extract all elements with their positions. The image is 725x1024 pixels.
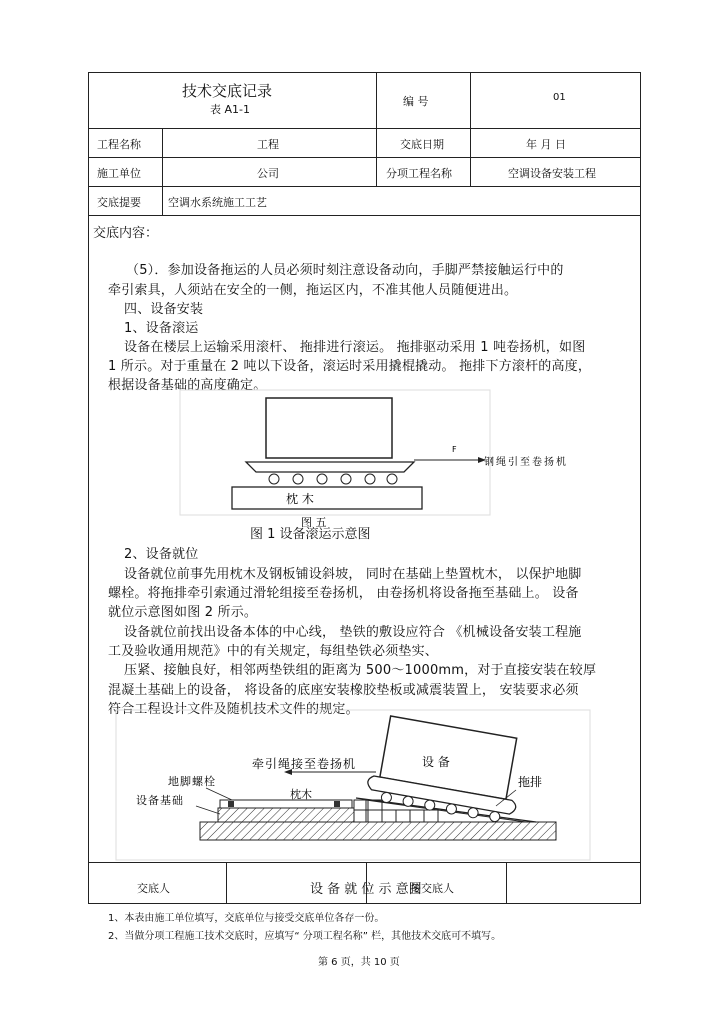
fig2-base-plate [220, 800, 352, 808]
fig1-rollers [269, 474, 397, 484]
content-line: 设备在楼层上运输采用滚杆、 拖排进行滚运。 拖排驱动采用 1 吨卷扬机，如图 [124, 340, 586, 355]
fig2-equipment-label: 设 备 [422, 755, 450, 769]
discloser-label: 交底人 [137, 882, 170, 895]
row-divider-2 [88, 157, 640, 158]
content-line: 牵引索具，人须站在安全的一侧，拖运区内，不准其他人员随便进出。 [108, 283, 518, 298]
fig2-ground [200, 822, 556, 840]
fig2-skid-label: 拖排 [518, 775, 543, 789]
col-line-f [506, 862, 507, 903]
content-line: 设备就位前事先用枕木及钢板铺设斜坡， 同时在基础上垫置枕木， 以保护地脚 [124, 567, 582, 582]
project-name-value: 工程 [257, 138, 279, 151]
number-label: 编 号 [403, 95, 429, 108]
unit-value: 公司 [257, 167, 279, 180]
fig1-arrow-letter: F [452, 445, 457, 454]
content-line: 符合工程设计文件及随机技术文件的规定。 [108, 702, 359, 717]
row-divider-4 [88, 215, 640, 216]
col-line-d [226, 862, 227, 903]
fig1-skid [246, 462, 414, 472]
summary-value: 空调水系统施工工艺 [168, 196, 267, 209]
figure-2-caption: 设 备 就 位 示 意图 [310, 882, 422, 897]
fig2-foundation [218, 808, 354, 822]
content-line: （5）．参加设备拖运的人员必须时刻注意设备动向，手脚严禁接触运行中的 [126, 263, 564, 278]
number-value: 01 [553, 92, 566, 103]
content-line: 设备就位前找出设备本体的中心线， 垫铁的敷设应符合 《机械设备安装工程施 [124, 625, 582, 640]
unit-label: 施工单位 [97, 167, 141, 180]
fig2-equipment [365, 714, 528, 825]
row-divider-5 [88, 862, 640, 863]
fig1-overlap-text: 图 五 [301, 516, 327, 529]
form-title: 技术交底记录 [182, 82, 273, 100]
content-line: 1、设备滚运 [124, 321, 199, 336]
fig2-bolt-label: 地脚螺栓 [168, 775, 216, 788]
fig2-base-label: 设备基础 [136, 794, 184, 807]
content-line: 2、设备就位 [124, 547, 199, 562]
sub-project-value: 空调设备安装工程 [508, 167, 596, 180]
content-line: 螺栓。将拖排牵引索通过滑轮组接至卷扬机， 由卷扬机将设备拖至基础上。 设备 [108, 586, 579, 601]
figure-1-caption: 图 1 设备滚运示意图 [250, 527, 371, 542]
fig1-winch-label: 钢绳引至卷扬机 [484, 457, 568, 468]
date-value: 年 月 日 [526, 138, 566, 151]
date-label: 交底日期 [400, 138, 444, 151]
row-divider-1 [88, 128, 640, 129]
note-1: 1、本表由施工单位填写，交底单位与接受交底单位各存一份。 [108, 913, 385, 924]
receiver-label: 接交底人 [410, 882, 454, 895]
content-line: 四、设备安装 [124, 302, 204, 317]
page-number: 第 6 页，共 10 页 [318, 957, 400, 968]
note-2: 2、当做分项工程施工技术交底时，应填写“ 分项工程名称” 栏，其他技术交底可不填写。 [108, 931, 502, 942]
frame-left [88, 72, 89, 904]
frame-right [640, 72, 641, 904]
fig1-timber [232, 487, 422, 509]
sub-project-label: 分项工程名称 [386, 167, 452, 180]
content-line: 混凝土基础上的设备， 将设备的底座安装橡胶垫板或减震装置上， 安装要求必须 [108, 683, 579, 698]
content-label: 交底内容： [93, 226, 159, 241]
project-name-label: 工程名称 [97, 138, 141, 151]
figure-1-diagram [176, 390, 586, 529]
fig2-bolt-right [334, 801, 340, 807]
col-line-a [376, 72, 377, 186]
frame-top [88, 72, 640, 73]
fig2-rope-label: 牵引绳接至卷扬机 [252, 757, 357, 771]
frame-bottom [88, 903, 640, 904]
content-line: 1 所示。对于重量在 2 吨以下设备，滚运时采用撬棍撬动。 拖排下方滚杆的高度， [108, 359, 592, 374]
col-line-b [470, 72, 471, 186]
content-line: 就位示意图如图 2 所示。 [108, 605, 258, 620]
figure-2-diagram [116, 710, 590, 862]
row-divider-3 [88, 186, 640, 187]
summary-label: 交底提要 [97, 196, 141, 209]
content-line: 工及验收通用规范》中的有关规定，每组垫铁必须垫实、 [108, 644, 439, 659]
form-number: 表 A1-1 [210, 103, 250, 116]
content-line: 压紧、接触良好，相邻两垫铁组的距离为 500～1000mm，对于直接安装在较厚 [124, 663, 597, 678]
fig2-bolt-left [228, 801, 234, 807]
fig2-timber-label: 枕木 [290, 788, 312, 801]
content-line: 根据设备基础的高度确定。 [108, 378, 267, 393]
col-line-c [162, 128, 163, 215]
fig1-timber-label: 枕 木 [286, 492, 314, 506]
fig1-equipment-box [266, 398, 392, 458]
